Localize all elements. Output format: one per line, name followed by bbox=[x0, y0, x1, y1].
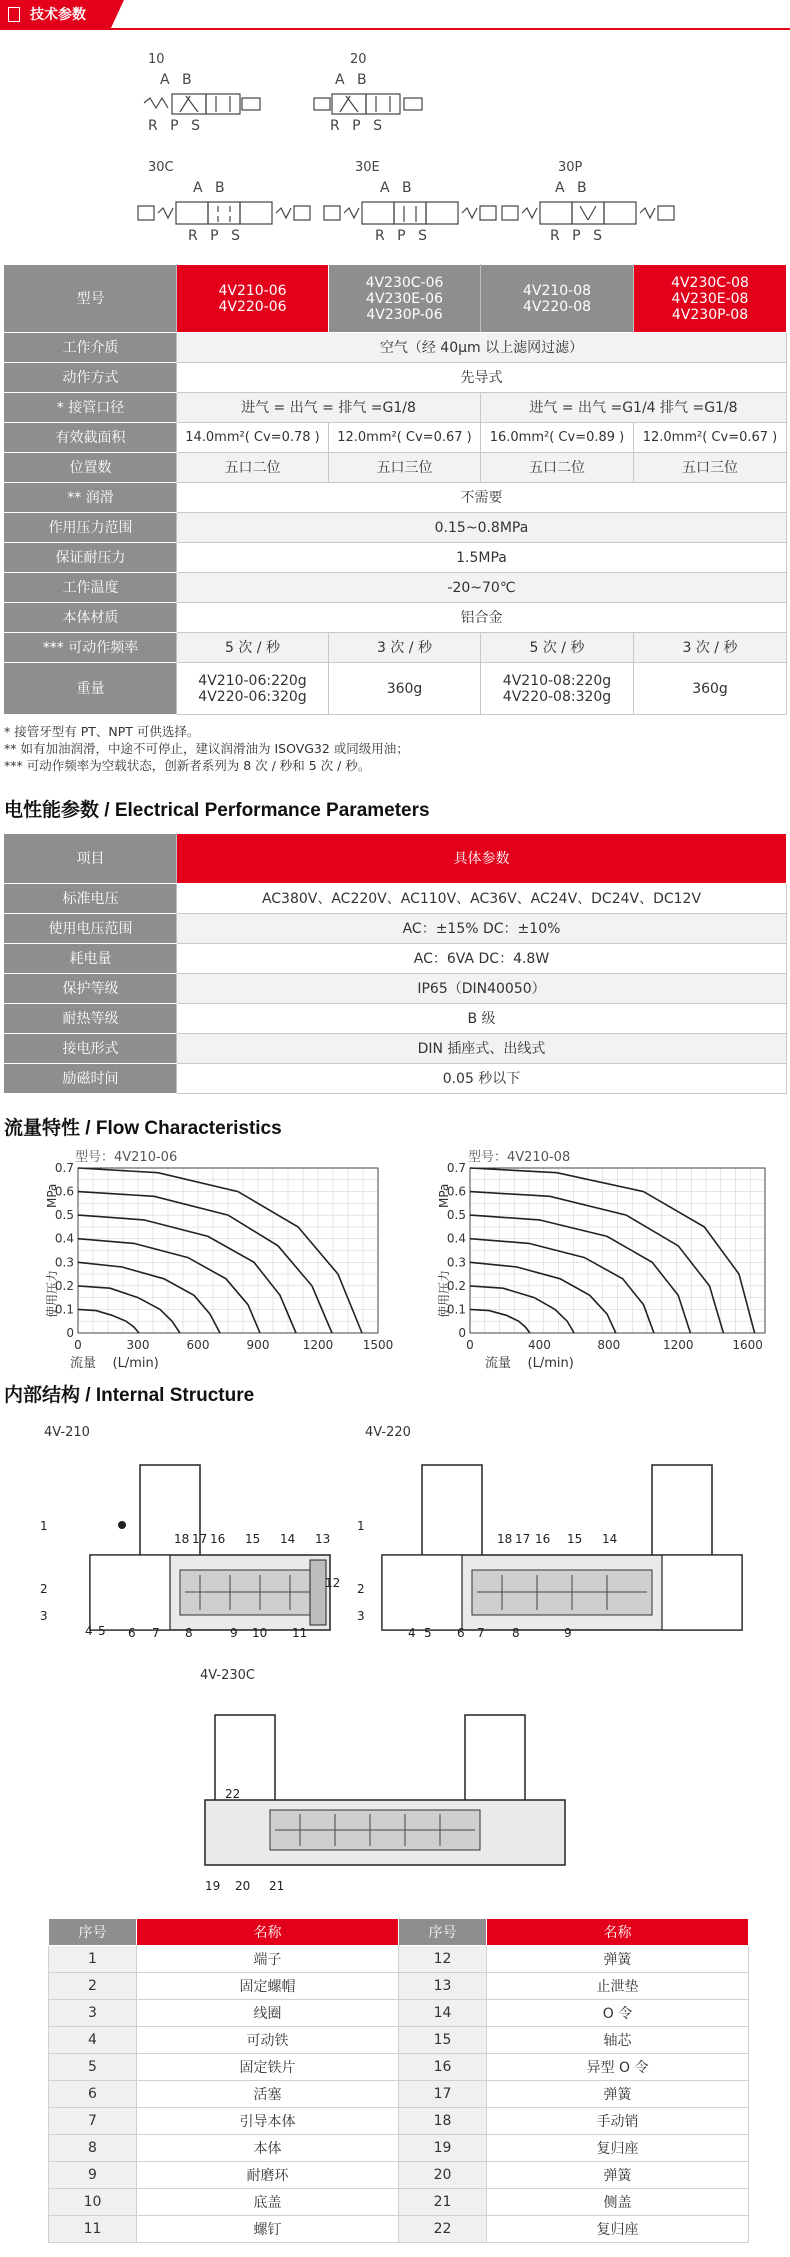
svg-text:16: 16 bbox=[535, 1532, 551, 1546]
parts-cell: 异型 O 令 bbox=[487, 2054, 749, 2081]
diagram-4v230c bbox=[195, 1690, 595, 1900]
symbol-ports-bottom: R P S bbox=[330, 118, 386, 134]
spec-header-row bbox=[5, 265, 787, 333]
parts-cell: 活塞 bbox=[137, 2081, 399, 2108]
spec-value: 14.0mm²( Cv=0.78 ) bbox=[177, 423, 329, 453]
parts-head: 名称 bbox=[487, 1919, 749, 1946]
internal-title: 内部结构 / Internal Structure bbox=[4, 1385, 255, 1406]
spec-value: -20~70℃ bbox=[177, 573, 787, 603]
parts-cell: 12 bbox=[399, 1946, 487, 1973]
parts-cell: 22 bbox=[399, 2216, 487, 2243]
parts-cell: 5 bbox=[49, 2054, 137, 2081]
electrical-label: 标准电压 bbox=[5, 884, 177, 914]
x-tick-label: 1200 bbox=[302, 1338, 334, 1352]
spec-row bbox=[5, 453, 787, 483]
parts-cell: 固定螺帽 bbox=[137, 1973, 399, 2000]
parts-cell: 弹簧 bbox=[487, 2162, 749, 2189]
spec-row bbox=[5, 573, 787, 603]
svg-text:7: 7 bbox=[152, 1626, 160, 1640]
spec-label: 本体材质 bbox=[5, 603, 177, 633]
parts-cell: O 令 bbox=[487, 2000, 749, 2027]
spec-header-label: 型号 bbox=[5, 265, 177, 333]
svg-text:9: 9 bbox=[230, 1626, 238, 1640]
svg-text:8: 8 bbox=[185, 1626, 193, 1640]
spec-value: 3 次 / 秒 bbox=[329, 633, 481, 663]
parts-cell: 手动销 bbox=[487, 2108, 749, 2135]
y-axis-label: 使用压力 bbox=[45, 1269, 59, 1318]
spec-label: 位置数 bbox=[5, 453, 177, 483]
spec-label: 有效截面积 bbox=[5, 423, 177, 453]
valve-symbol-10 bbox=[142, 88, 267, 118]
parts-cell: 螺钉 bbox=[137, 2216, 399, 2243]
electrical-title: 电性能参数 / Electrical Performance Parameters bbox=[4, 800, 430, 821]
spec-value: 5 次 / 秒 bbox=[177, 633, 329, 663]
y-tick-label: 0.6 bbox=[446, 1184, 466, 1199]
svg-text:5: 5 bbox=[98, 1624, 106, 1638]
spec-row bbox=[5, 663, 787, 715]
y-tick-label: 0.4 bbox=[446, 1231, 466, 1246]
spec-value: 空气（经 40μm 以上滤网过滤） bbox=[177, 333, 787, 363]
y-tick-label: 0.5 bbox=[446, 1208, 466, 1223]
flow-chart-4v210-08 bbox=[400, 1160, 790, 1385]
banner-line bbox=[110, 28, 790, 30]
flow-title: 流量特性 / Flow Characteristics bbox=[4, 1118, 282, 1139]
svg-text:13: 13 bbox=[315, 1532, 331, 1546]
document-icon bbox=[8, 7, 20, 22]
x-tick-label: 0 bbox=[466, 1338, 474, 1352]
svg-text:12: 12 bbox=[325, 1576, 341, 1590]
diagram-label-1: 4V-210 bbox=[44, 1425, 90, 1440]
parts-cell: 弹簧 bbox=[487, 2081, 749, 2108]
electrical-table bbox=[4, 833, 787, 1094]
parts-cell: 3 bbox=[49, 2000, 137, 2027]
svg-text:17: 17 bbox=[192, 1532, 208, 1546]
parts-cell: 19 bbox=[399, 2135, 487, 2162]
x-tick-label: 1500 bbox=[362, 1338, 394, 1352]
y-tick-label: 0.4 bbox=[54, 1231, 74, 1246]
parts-table bbox=[48, 1918, 749, 2243]
svg-text:19: 19 bbox=[205, 1879, 221, 1893]
parts-head: 序号 bbox=[399, 1919, 487, 1946]
svg-text:21: 21 bbox=[269, 1879, 285, 1893]
svg-text:6: 6 bbox=[128, 1626, 136, 1640]
spec-label: 保证耐压力 bbox=[5, 543, 177, 573]
parts-cell: 10 bbox=[49, 2189, 137, 2216]
spec-model: 4V230C-06 4V230E-06 4V230P-06 bbox=[329, 265, 481, 333]
svg-text:9: 9 bbox=[564, 1626, 572, 1640]
chart-xlabel-2 bbox=[485, 1352, 574, 1371]
xlabel-unit: (L/min) bbox=[112, 1356, 159, 1371]
spec-label: 工作温度 bbox=[5, 573, 177, 603]
spec-label: ** 润滑 bbox=[5, 483, 177, 513]
diagram-4v210 bbox=[30, 1455, 350, 1655]
y-tick-label: 0.7 bbox=[446, 1161, 466, 1175]
spec-label: *** 可动作频率 bbox=[5, 633, 177, 663]
banner-tag bbox=[0, 0, 110, 30]
symbol-ports-bottom: R P S bbox=[188, 228, 244, 244]
y-tick-label: 0.2 bbox=[54, 1278, 74, 1293]
parts-cell: 底盖 bbox=[137, 2189, 399, 2216]
electrical-value: AC：6VA DC：4.8W bbox=[177, 944, 787, 974]
svg-text:4: 4 bbox=[85, 1624, 93, 1638]
diagram-label-3: 4V-230C bbox=[200, 1668, 255, 1683]
y-axis-unit: MPa bbox=[437, 1183, 451, 1208]
spec-value: 4V210-06:220g 4V220-06:320g bbox=[177, 663, 329, 715]
parts-cell: 16 bbox=[399, 2054, 487, 2081]
xlabel-text: 流量 bbox=[485, 1356, 512, 1371]
electrical-label: 耗电量 bbox=[5, 944, 177, 974]
spec-value: 1.5MPa bbox=[177, 543, 787, 573]
x-tick-label: 0 bbox=[74, 1338, 82, 1352]
symbol-code: 30C bbox=[148, 160, 174, 175]
x-tick-label: 400 bbox=[527, 1338, 551, 1352]
note-line: ** 如有加油润滑，中途不可停止，建议润滑油为 ISOVG32 或同级用油； bbox=[4, 741, 409, 756]
spec-label: 动作方式 bbox=[5, 363, 177, 393]
parts-head: 名称 bbox=[137, 1919, 399, 1946]
spec-value: 3 次 / 秒 bbox=[634, 633, 787, 663]
spec-row bbox=[5, 393, 787, 423]
electrical-value: DIN 插座式、出线式 bbox=[177, 1034, 787, 1064]
section-banner bbox=[0, 0, 790, 30]
spec-label: * 接管口径 bbox=[5, 393, 177, 423]
y-tick-label: 0.7 bbox=[54, 1161, 74, 1175]
y-axis-label: 使用压力 bbox=[437, 1269, 451, 1318]
spec-value: 先导式 bbox=[177, 363, 787, 393]
svg-text:4: 4 bbox=[408, 1626, 416, 1640]
symbol-ports-bottom: R P S bbox=[375, 228, 431, 244]
svg-text:6: 6 bbox=[457, 1626, 465, 1640]
svg-text:17: 17 bbox=[515, 1532, 531, 1546]
symbol-code: 10 bbox=[148, 52, 165, 67]
y-tick-label: 0.6 bbox=[54, 1184, 74, 1199]
parts-cell: 本体 bbox=[137, 2135, 399, 2162]
parts-head: 序号 bbox=[49, 1919, 137, 1946]
spec-value: 五口二位 bbox=[481, 453, 634, 483]
spec-row bbox=[5, 603, 787, 633]
spec-label: 工作介质 bbox=[5, 333, 177, 363]
y-tick-label: 0 bbox=[66, 1326, 74, 1340]
parts-cell: 7 bbox=[49, 2108, 137, 2135]
parts-cell: 18 bbox=[399, 2108, 487, 2135]
svg-text:5: 5 bbox=[424, 1626, 432, 1640]
valve-symbol-30c bbox=[136, 196, 314, 230]
parts-cell: 1 bbox=[49, 1946, 137, 1973]
spec-value: 5 次 / 秒 bbox=[481, 633, 634, 663]
spec-value: 0.15~0.8MPa bbox=[177, 513, 787, 543]
parts-cell: 20 bbox=[399, 2162, 487, 2189]
spec-value: 12.0mm²( Cv=0.67 ) bbox=[329, 423, 481, 453]
spec-model: 4V210-08 4V220-08 bbox=[481, 265, 634, 333]
symbol-ports-top: A B bbox=[193, 180, 229, 196]
electrical-label: 保护等级 bbox=[5, 974, 177, 1004]
parts-cell: 侧盖 bbox=[487, 2189, 749, 2216]
parts-cell: 17 bbox=[399, 2081, 487, 2108]
spec-notes bbox=[4, 723, 409, 774]
svg-text:1: 1 bbox=[357, 1519, 365, 1533]
symbol-ports-top: A B bbox=[555, 180, 591, 196]
spec-row bbox=[5, 483, 787, 513]
diagram-label-2: 4V-220 bbox=[365, 1425, 411, 1440]
parts-cell: 复归座 bbox=[487, 2216, 749, 2243]
svg-text:14: 14 bbox=[602, 1532, 618, 1546]
spec-value: 4V210-08:220g 4V220-08:320g bbox=[481, 663, 634, 715]
y-tick-label: 0.5 bbox=[54, 1208, 74, 1223]
svg-text:1: 1 bbox=[40, 1519, 48, 1533]
electrical-label: 耐热等级 bbox=[5, 1004, 177, 1034]
valve-symbol-20 bbox=[312, 88, 442, 118]
y-tick-label: 0.3 bbox=[54, 1255, 74, 1270]
parts-cell: 固定铁片 bbox=[137, 2054, 399, 2081]
xlabel-text: 流量 bbox=[70, 1356, 97, 1371]
spec-value: 五口三位 bbox=[634, 453, 787, 483]
spec-model: 4V210-06 4V220-06 bbox=[177, 265, 329, 333]
parts-cell: 21 bbox=[399, 2189, 487, 2216]
symbol-code: 30P bbox=[558, 160, 583, 175]
spec-value: 五口二位 bbox=[177, 453, 329, 483]
spec-value: 铝合金 bbox=[177, 603, 787, 633]
spec-model: 4V230C-08 4V230E-08 4V230P-08 bbox=[634, 265, 787, 333]
diagram-4v220 bbox=[352, 1455, 772, 1655]
spec-table bbox=[4, 264, 787, 715]
parts-cell: 端子 bbox=[137, 1946, 399, 1973]
banner-title: 技术参数 bbox=[30, 7, 86, 23]
electrical-head-value: 具体参数 bbox=[177, 834, 787, 884]
symbol-code: 30E bbox=[355, 160, 380, 175]
symbol-code: 20 bbox=[350, 52, 367, 67]
xlabel-unit: (L/min) bbox=[527, 1356, 574, 1371]
svg-text:3: 3 bbox=[40, 1609, 48, 1623]
parts-cell: 14 bbox=[399, 2000, 487, 2027]
svg-text:18: 18 bbox=[497, 1532, 513, 1546]
spec-value: 16.0mm²( Cv=0.89 ) bbox=[481, 423, 634, 453]
parts-cell: 止泄垫 bbox=[487, 1973, 749, 2000]
note-line: * 接管牙型有 PT、NPT 可供选择。 bbox=[4, 724, 200, 739]
parts-cell: 2 bbox=[49, 1973, 137, 2000]
spec-value: 12.0mm²( Cv=0.67 ) bbox=[634, 423, 787, 453]
electrical-label: 使用电压范围 bbox=[5, 914, 177, 944]
svg-text:16: 16 bbox=[210, 1532, 226, 1546]
spec-row bbox=[5, 513, 787, 543]
parts-cell: 复归座 bbox=[487, 2135, 749, 2162]
electrical-value: 0.05 秒以下 bbox=[177, 1064, 787, 1094]
parts-cell: 线圈 bbox=[137, 2000, 399, 2027]
parts-cell: 8 bbox=[49, 2135, 137, 2162]
spec-value: 进气 = 出气 = 排气 =G1/8 bbox=[177, 393, 481, 423]
spec-value: 五口三位 bbox=[329, 453, 481, 483]
spec-row bbox=[5, 363, 787, 393]
spec-value: 360g bbox=[329, 663, 481, 715]
spec-row bbox=[5, 333, 787, 363]
svg-text:2: 2 bbox=[357, 1582, 365, 1596]
parts-cell: 11 bbox=[49, 2216, 137, 2243]
chart-xlabel-1 bbox=[70, 1352, 159, 1371]
electrical-label: 励磁时间 bbox=[5, 1064, 177, 1094]
y-axis-unit: MPa bbox=[45, 1183, 59, 1208]
svg-text:15: 15 bbox=[245, 1532, 261, 1546]
svg-text:18: 18 bbox=[174, 1532, 190, 1546]
chart-title-2: 型号：4V210-08 bbox=[468, 1150, 571, 1165]
electrical-head-item: 项目 bbox=[5, 834, 177, 884]
valve-symbol-30p bbox=[500, 196, 678, 230]
symbol-ports-bottom: R P S bbox=[148, 118, 204, 134]
chart-title-1: 型号：4V210-06 bbox=[75, 1150, 178, 1165]
svg-text:7: 7 bbox=[477, 1626, 485, 1640]
parts-cell: 轴芯 bbox=[487, 2027, 749, 2054]
svg-text:2: 2 bbox=[40, 1582, 48, 1596]
spec-value: 不需要 bbox=[177, 483, 787, 513]
electrical-label: 接电形式 bbox=[5, 1034, 177, 1064]
svg-text:10: 10 bbox=[252, 1626, 268, 1640]
svg-text:22: 22 bbox=[225, 1787, 241, 1801]
parts-cell: 15 bbox=[399, 2027, 487, 2054]
spec-row bbox=[5, 543, 787, 573]
symbol-ports-bottom: R P S bbox=[550, 228, 606, 244]
x-tick-label: 900 bbox=[246, 1338, 270, 1352]
symbol-ports-top: A B bbox=[335, 72, 371, 88]
svg-text:15: 15 bbox=[567, 1532, 583, 1546]
parts-cell: 弹簧 bbox=[487, 1946, 749, 1973]
parts-cell: 9 bbox=[49, 2162, 137, 2189]
parts-cell: 可动铁 bbox=[137, 2027, 399, 2054]
svg-text:8: 8 bbox=[512, 1626, 520, 1640]
svg-text:14: 14 bbox=[280, 1532, 296, 1546]
x-tick-label: 1200 bbox=[662, 1338, 694, 1352]
spec-row bbox=[5, 633, 787, 663]
note-line: *** 可动作频率为空载状态，创新者系列为 8 次 / 秒和 5 次 / 秒。 bbox=[4, 758, 371, 773]
spec-label: 作用压力范围 bbox=[5, 513, 177, 543]
x-tick-label: 800 bbox=[597, 1338, 621, 1352]
spec-value: 360g bbox=[634, 663, 787, 715]
parts-cell: 引导本体 bbox=[137, 2108, 399, 2135]
svg-text:20: 20 bbox=[235, 1879, 251, 1893]
flow-chart-4v210-06 bbox=[0, 1160, 395, 1385]
x-tick-label: 1600 bbox=[732, 1338, 763, 1352]
x-tick-label: 300 bbox=[126, 1338, 150, 1352]
spec-label: 重量 bbox=[5, 663, 177, 715]
symbol-ports-top: A B bbox=[380, 180, 416, 196]
parts-cell: 4 bbox=[49, 2027, 137, 2054]
y-tick-label: 0.3 bbox=[446, 1255, 466, 1270]
symbol-ports-top: A B bbox=[160, 72, 196, 88]
x-tick-label: 600 bbox=[186, 1338, 210, 1352]
y-tick-label: 0.2 bbox=[446, 1278, 466, 1293]
spec-row bbox=[5, 423, 787, 453]
spec-value: 进气 = 出气 =G1/4 排气 =G1/8 bbox=[481, 393, 787, 423]
y-tick-label: 0.1 bbox=[446, 1302, 466, 1317]
parts-cell: 6 bbox=[49, 2081, 137, 2108]
electrical-value: AC：±15% DC：±10% bbox=[177, 914, 787, 944]
y-tick-label: 0 bbox=[458, 1326, 466, 1340]
electrical-value: AC380V、AC220V、AC110V、AC36V、AC24V、DC24V、DC12V bbox=[177, 884, 787, 914]
valve-symbol-30e bbox=[322, 196, 500, 230]
parts-cell: 耐磨环 bbox=[137, 2162, 399, 2189]
svg-text:11: 11 bbox=[292, 1626, 308, 1640]
y-tick-label: 0.1 bbox=[54, 1302, 74, 1317]
parts-cell: 13 bbox=[399, 1973, 487, 2000]
electrical-value: IP65（DIN40050） bbox=[177, 974, 787, 1004]
svg-text:3: 3 bbox=[357, 1609, 365, 1623]
electrical-value: B 级 bbox=[177, 1004, 787, 1034]
